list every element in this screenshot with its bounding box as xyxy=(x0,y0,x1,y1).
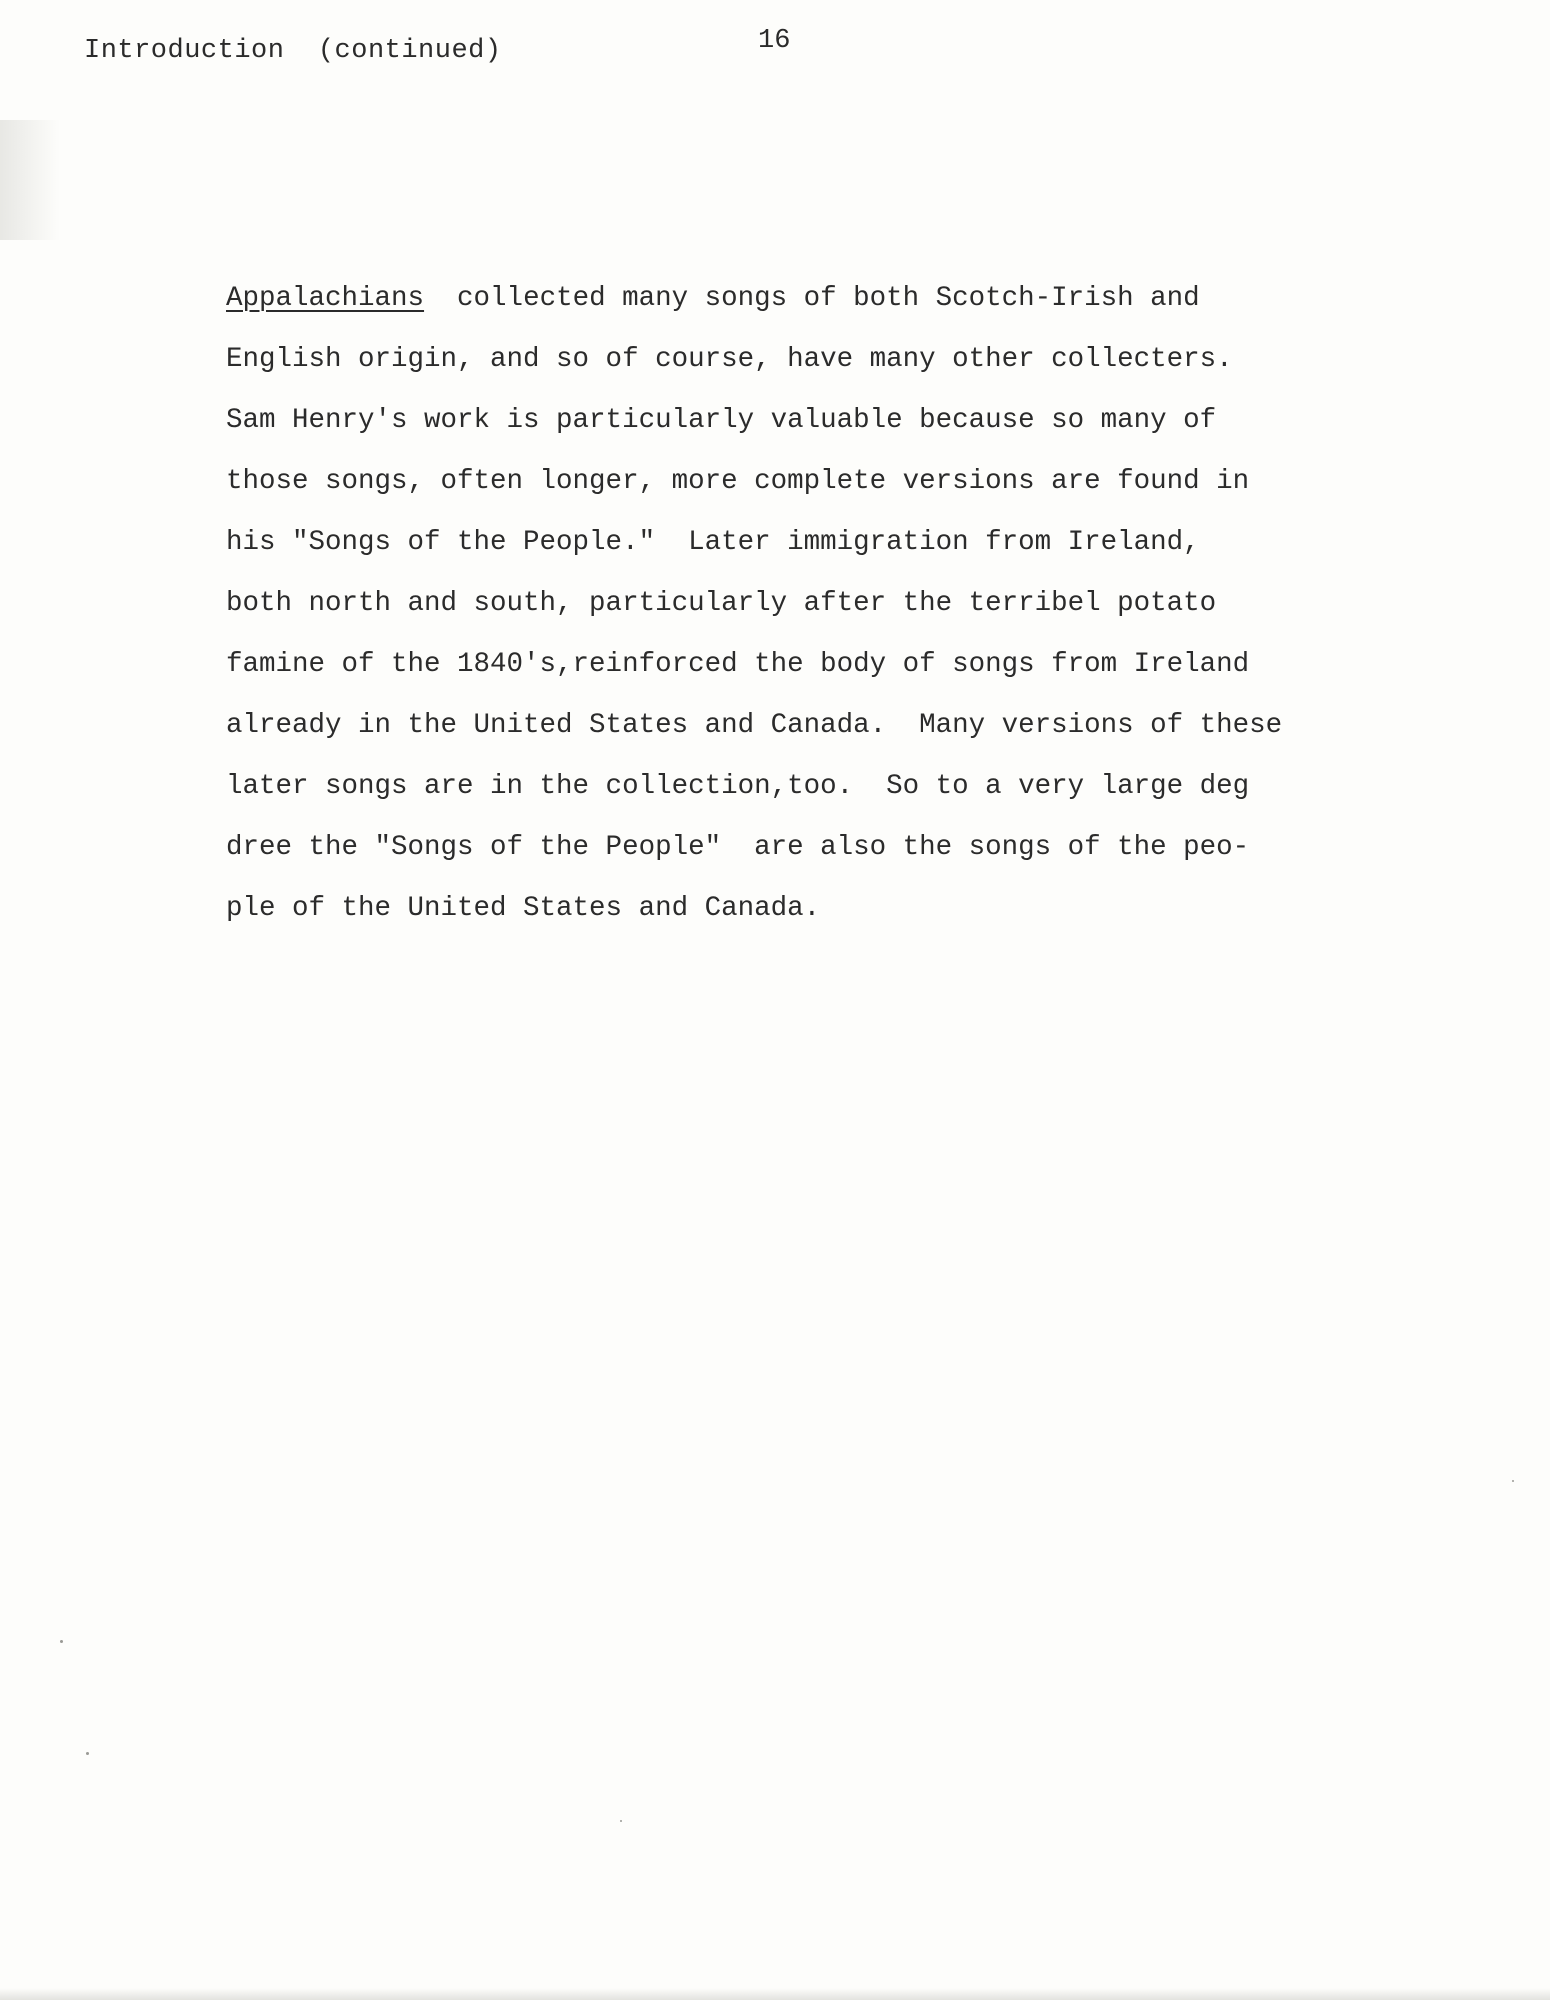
text-line: famine of the 1840's,reinforced the body of songs from Ireland xyxy=(226,649,1250,680)
page-number: 16 xyxy=(758,26,791,56)
paper-speck xyxy=(1512,1480,1514,1482)
text-line: those songs, often longer, more complete versions are found in xyxy=(226,466,1250,497)
paper-edge-shadow xyxy=(0,1988,1550,2000)
text-line: English origin, and so of course, have many other collecters. xyxy=(226,344,1233,375)
text-line: ple of the United States and Canada. xyxy=(226,893,821,924)
paper-speck xyxy=(620,1820,622,1822)
text-line: later songs are in the collection,too. So to a very large deg xyxy=(226,771,1250,802)
text-line xyxy=(226,268,1426,329)
paper-speck xyxy=(60,1640,63,1643)
text-line-rest: collected many songs of both Scotch-Irish and xyxy=(424,283,1200,314)
running-head: Introduction (continued) xyxy=(84,36,502,66)
paper-shadow xyxy=(0,120,60,240)
body-text xyxy=(226,268,1426,939)
paper-speck xyxy=(86,1752,89,1755)
text-line: both north and south, particularly after the terribel potato xyxy=(226,588,1217,619)
text-line: Sam Henry's work is particularly valuable because so many of xyxy=(226,405,1217,436)
text-line: already in the United States and Canada. Many versions of these xyxy=(226,710,1283,741)
underlined-word: Appalachians xyxy=(226,283,425,314)
text-line: his "Songs of the People." Later immigration from Ireland, xyxy=(226,527,1200,558)
text-line: dree the "Songs of the People" are also the songs of the peo- xyxy=(226,832,1250,863)
